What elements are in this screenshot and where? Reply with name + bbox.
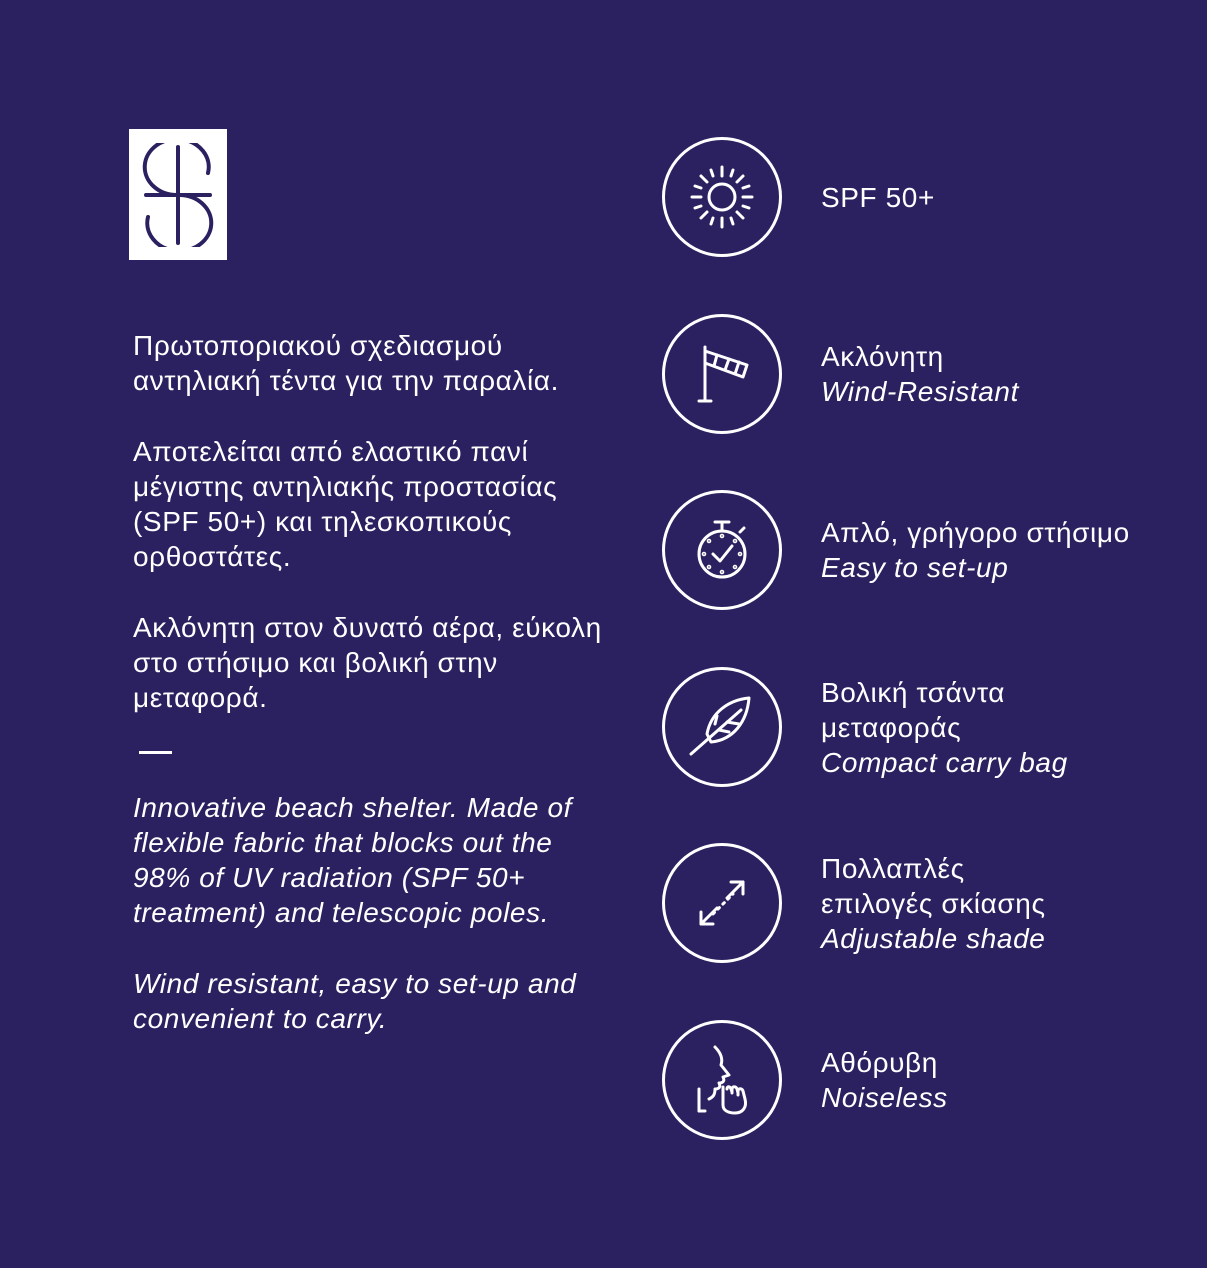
feature-label-greek: Απλό, γρήγορο στήσιμο bbox=[821, 517, 1130, 548]
english-paragraph-1: Innovative beach shelter. Made of flexible fabric that blocks out the 98% of UV radiation (SPF 50+ treatment) and telescopic poles. bbox=[133, 792, 573, 928]
feature-label-greek: Πολλαπλές επιλογές σκίασης bbox=[821, 852, 1046, 919]
feature-icon-circle bbox=[662, 490, 782, 610]
feature-text bbox=[821, 1020, 948, 1140]
feature-shade bbox=[662, 843, 1202, 963]
feature-icon-circle bbox=[662, 137, 782, 257]
feature-label-english: Compact carry bag bbox=[821, 746, 1068, 778]
feature-label-greek: SPF 50+ bbox=[821, 181, 935, 213]
feature-icon-circle bbox=[662, 843, 782, 963]
feature-label-english: Adjustable shade bbox=[821, 922, 1046, 954]
description bbox=[133, 328, 603, 1072]
feature-text bbox=[821, 667, 1068, 787]
silent-face-icon bbox=[685, 1043, 759, 1117]
feature-text bbox=[821, 137, 935, 257]
feature-text bbox=[821, 843, 1081, 963]
expand-arrows-icon bbox=[687, 868, 757, 938]
greek-paragraph-3: Ακλόνητη στον δυνατό αέρα, εύκολη στο στήσιμο και βολική στην μεταφορά. bbox=[133, 612, 602, 713]
sun-icon bbox=[687, 162, 757, 232]
feather-icon bbox=[685, 690, 759, 764]
english-paragraph-2: Wind resistant, easy to set-up and convenient to carry. bbox=[133, 968, 577, 1034]
feature-spf bbox=[662, 137, 1202, 257]
feature-wind bbox=[662, 314, 1202, 434]
feature-label-greek: Ακλόνητη bbox=[821, 341, 944, 372]
feature-label-english: Wind-Resistant bbox=[821, 376, 1019, 407]
feature-text bbox=[821, 490, 1130, 610]
brand-s-monogram-icon bbox=[142, 143, 214, 247]
greek-paragraph-2: Αποτελείται από ελαστικό πανί μέγιστης αντηλιακής προστασίας (SPF 50+) και τηλεσκοπικούς ορθοστάτες. bbox=[133, 436, 558, 572]
feature-icon-circle bbox=[662, 667, 782, 787]
windsock-icon bbox=[687, 339, 757, 409]
feature-text bbox=[821, 314, 1019, 434]
feature-label-english: Noiseless bbox=[821, 1082, 948, 1113]
feature-label-english: Easy to set-up bbox=[821, 552, 1009, 583]
feature-label-greek: Βολική τσάντα μεταφοράς bbox=[821, 676, 1006, 743]
feature-icon-circle bbox=[662, 314, 782, 434]
feature-carry bbox=[662, 667, 1202, 787]
stopwatch-icon bbox=[687, 515, 757, 585]
divider-dash bbox=[139, 751, 172, 754]
greek-paragraph-1: Πρωτοποριακού σχεδιασμού αντηλιακή τέντα για την παραλία. bbox=[133, 330, 559, 396]
brand-logo bbox=[129, 129, 227, 260]
feature-label-greek: Αθόρυβη bbox=[821, 1047, 938, 1078]
feature-setup bbox=[662, 490, 1202, 610]
feature-noise bbox=[662, 1020, 1202, 1140]
feature-icon-circle bbox=[662, 1020, 782, 1140]
